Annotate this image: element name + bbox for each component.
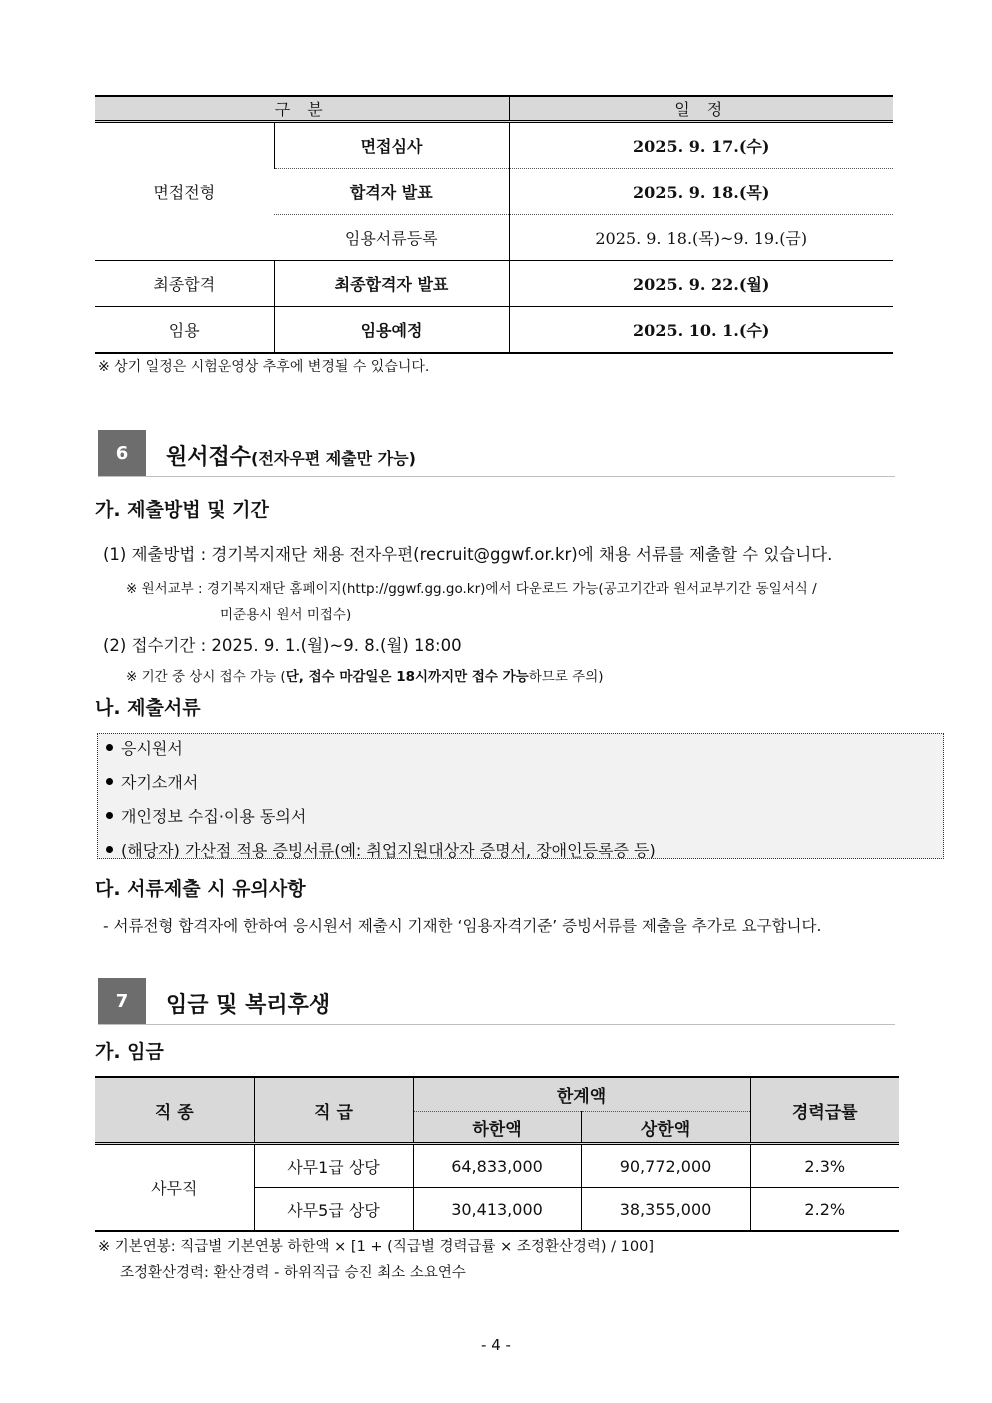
wage-low: 64,833,000 (413, 1144, 581, 1188)
wage-header-rate: 경력급률 (750, 1077, 899, 1144)
bullet-icon (106, 744, 113, 751)
sub-heading-wage: 가. 임금 (95, 1041, 164, 1063)
list-item-text: (해당자) 가산점 적용 증빙서류(예: 취업지원대상자 증명서, 장애인등록증 등) (121, 841, 656, 860)
list-item (106, 804, 306, 827)
documents-box (97, 733, 944, 859)
section-number: 7 (98, 978, 146, 1024)
sub-heading-method: 가. 제출방법 및 기간 (95, 499, 269, 521)
schedule-table (95, 95, 893, 354)
period-note-bold: 단, 접수 마감일은 18시까지만 접수 가능 (285, 669, 529, 685)
wage-grade: 사무5급 상당 (254, 1188, 413, 1232)
wage-header-low: 하한액 (413, 1112, 581, 1144)
section-title: 임금 및 복리후생 (166, 993, 331, 1018)
schedule-date: 2025. 9. 17.(수) (509, 122, 893, 169)
method-note-cont: 미준용시 원서 미접수) (220, 607, 352, 623)
schedule-date: 2025. 10. 1.(수) (509, 307, 893, 354)
sub-heading-documents: 나. 제출서류 (95, 697, 201, 719)
section-title-sub: (전자우편 제출만 가능) (251, 449, 416, 468)
period-note (126, 665, 604, 685)
list-item (106, 770, 198, 793)
wage-job: 사무직 (95, 1144, 254, 1232)
wage-note: ※ 기본연봉: 직급별 기본연봉 하한액 × [1 + (직급별 경력급률 × 조정환산경력) / 100] (98, 1239, 655, 1255)
list-item-text: 개인정보 수집·이용 동의서 (121, 807, 307, 826)
list-item (106, 736, 183, 759)
schedule-item: 최종합격자 발표 (274, 261, 509, 307)
list-item-text: 응시원서 (121, 739, 183, 758)
wage-table (95, 1076, 899, 1232)
method-line: (1) 제출방법 : 경기복지재단 채용 전자우편(recruit@ggwf.or.kr)에 채용 서류를 제출할 수 있습니다. (103, 545, 833, 564)
wage-note-cont: 조정환산경력: 환산경력 - 하위직급 승진 최소 소요연수 (120, 1265, 466, 1281)
sub-heading-notes: 다. 서류제출 시 유의사항 (95, 878, 306, 900)
section-title (166, 440, 416, 471)
schedule-item: 면접심사 (274, 122, 509, 169)
schedule-date: 2025. 9. 18.(목) (509, 169, 893, 215)
schedule-date: 2025. 9. 18.(목)~9. 19.(금) (509, 215, 893, 261)
section-7-header (98, 978, 895, 1025)
schedule-category-appoint: 임용 (95, 307, 274, 354)
schedule-date: 2025. 9. 22.(월) (509, 261, 893, 307)
period-note-pre: ※ 기간 중 상시 접수 가능 ( (126, 669, 286, 685)
wage-high: 90,772,000 (581, 1144, 750, 1188)
schedule-item: 합격자 발표 (274, 169, 509, 215)
schedule-item: 임용서류등록 (274, 215, 509, 261)
schedule-note: ※ 상기 일정은 시험운영상 추후에 변경될 수 있습니다. (98, 359, 430, 375)
section-title-main: 원서접수 (166, 445, 252, 470)
section-6-header (98, 430, 895, 477)
bullet-icon (106, 778, 113, 785)
wage-header-high: 상한액 (581, 1112, 750, 1144)
section-number: 6 (98, 430, 146, 476)
wage-header-job: 직 종 (95, 1077, 254, 1144)
schedule-group-interview: 면접전형 (95, 122, 274, 261)
page-number: - 4 - (481, 1336, 511, 1354)
wage-rate: 2.3% (750, 1144, 899, 1188)
method-note: ※ 원서교부 : 경기복지재단 홈페이지(http://ggwf.gg.go.kr)에서 다운로드 가능(공고기간과 원서교부기간 동일서식 / (126, 581, 817, 597)
bullet-icon (106, 846, 113, 853)
notes-line: - 서류전형 합격자에 한하여 응시원서 제출시 기재한 ‘임용자격기준’ 증빙서류를 제출을 추가로 요구합니다. (103, 917, 822, 935)
wage-grade: 사무1급 상당 (254, 1144, 413, 1188)
schedule-header-category: 구 분 (95, 96, 509, 122)
wage-header-limit: 한계액 (413, 1077, 750, 1112)
wage-low: 30,413,000 (413, 1188, 581, 1232)
period-note-post: 하므로 주의) (528, 669, 604, 685)
period-line: (2) 접수기간 : 2025. 9. 1.(월)~9. 8.(월) 18:00 (103, 636, 462, 655)
schedule-header-date: 일 정 (509, 96, 893, 122)
list-item-text: 자기소개서 (121, 773, 199, 792)
schedule-category-final: 최종합격 (95, 261, 274, 307)
schedule-item: 임용예정 (274, 307, 509, 354)
wage-header-grade: 직 급 (254, 1077, 413, 1144)
wage-high: 38,355,000 (581, 1188, 750, 1232)
wage-rate: 2.2% (750, 1188, 899, 1232)
list-item (106, 838, 656, 861)
bullet-icon (106, 812, 113, 819)
